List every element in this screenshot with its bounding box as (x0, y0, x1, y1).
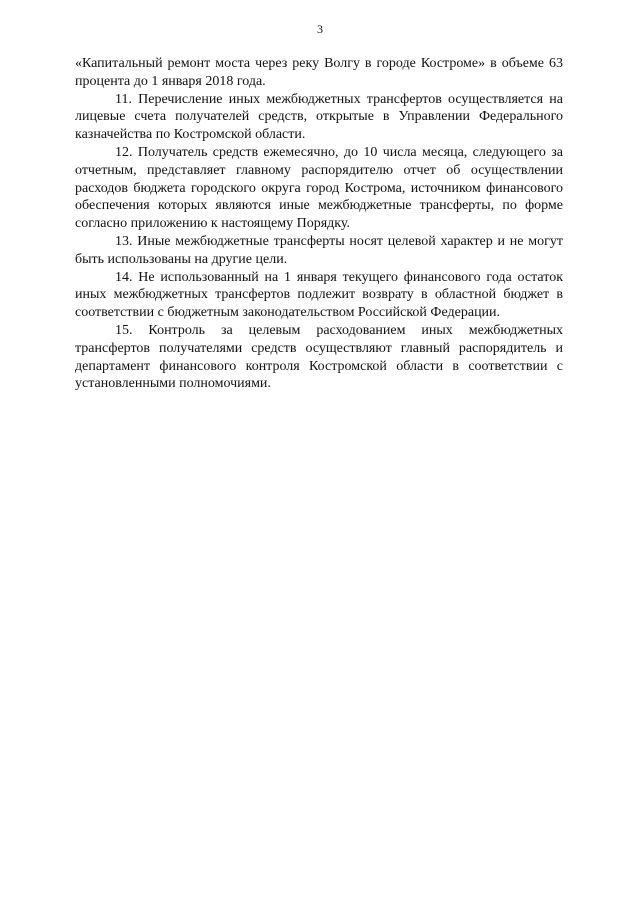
paragraph-12: 12. Получатель средств ежемесячно, до 10 числа месяца, следующего за отчетным, представляет главному распорядителю отчет об осуществлении расходов бюджета городского округа город Кострома, источником финансового обеспечения которых являются иные межбюджетные трансферты, по форме согласно приложению к настоящему Порядку. (75, 144, 563, 232)
paragraph-13: 13. Иные межбюджетные трансферты носят целевой характер и не могут быть использованы на другие цели. (75, 233, 563, 267)
paragraph-11: 11. Перечисление иных межбюджетных трансфертов осуществляется на лицевые счета получателей средств, открытые в Управлении Федерального казначейства по Костромской области. (75, 91, 563, 143)
paragraph-14: 14. Не использованный на 1 января текущего финансового года остаток иных межбюджетных трансфертов подлежит возврату в областной бюджет в соответствии с бюджетным законодательством Российской Федерации. (75, 269, 563, 321)
page-number: 3 (317, 22, 323, 36)
paragraph-15: 15. Контроль за целевым расходованием иных межбюджетных трансфертов получателями средств осуществляют главный распорядитель и департамент финансового контроля Костромской области в соответствии с установленными полномочиями. (75, 322, 563, 392)
paragraph-continuation: «Капитальный ремонт моста через реку Волгу в городе Костроме» в объеме 63 процента до 1 января 2018 года. (75, 56, 563, 89)
document-body (75, 55, 563, 393)
